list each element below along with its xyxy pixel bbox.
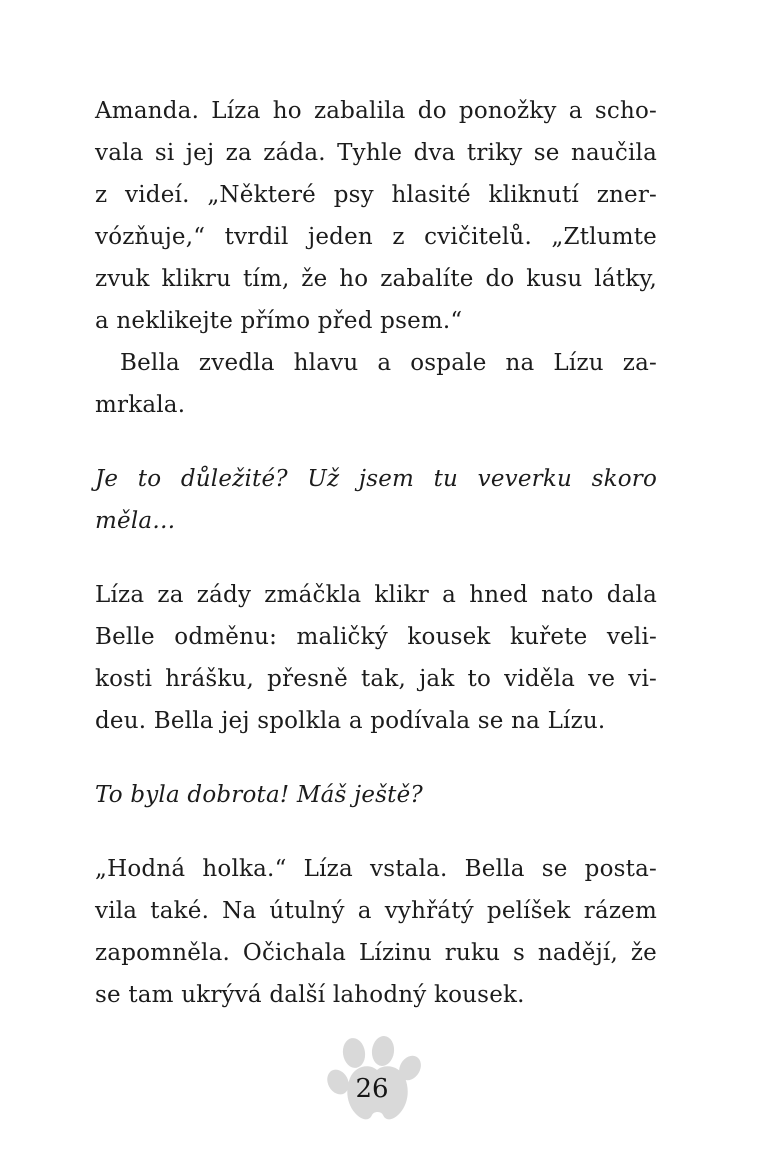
text-line: deu. Bella jej spolkla a podívala se na Lízu. — [95, 708, 606, 734]
text-line: vila také. Na útulný a vyhřátý pelíšek rázem — [95, 898, 657, 924]
text-line: zapomněla. Očichala Lízinu ruku s nadějí, že — [95, 940, 657, 966]
page-text — [95, 90, 657, 1016]
text-line: „Hodná holka.“ Líza vstala. Bella se posta- — [95, 856, 657, 882]
text-line: se tam ukrývá další lahodný kousek. — [95, 982, 525, 1008]
paragraph — [95, 342, 657, 426]
text-line: Amanda. Líza ho zabalila do ponožky a scho- — [95, 98, 657, 124]
text-line: Bella zvedla hlavu a ospale na Lízu za- — [120, 350, 657, 376]
text-line: mrkala. — [95, 392, 186, 418]
text-line: Belle odměnu: maličký kousek kuřete veli- — [95, 624, 657, 650]
paragraph-dog-thought — [95, 774, 657, 816]
text-line: Líza za zády zmáčkla klikr a hned nato dala — [95, 582, 657, 608]
text-line: Je to důležité? Už jsem tu veverku skoro — [95, 466, 657, 492]
page-footer — [327, 1036, 421, 1122]
text-line: měla… — [95, 508, 176, 534]
text-line: zvuk klikru tím, že ho zabalíte do kusu látky, — [95, 266, 657, 292]
text-line: vala si jej za záda. Tyhle dva triky se naučila — [95, 140, 657, 166]
text-line: a neklikejte přímo před psem.“ — [95, 308, 463, 334]
text-line: z videí. „Některé psy hlasité kliknutí zner- — [95, 182, 657, 208]
paragraph — [95, 574, 657, 742]
text-line: vózňuje,“ tvrdil jeden z cvičitelů. „Ztlumte — [95, 224, 657, 250]
text-line: To byla dobrota! Máš ještě? — [95, 782, 423, 808]
page-number: 26 — [355, 1074, 389, 1104]
paragraph — [95, 90, 657, 342]
paragraph-dog-thought — [95, 458, 657, 542]
text-line: kosti hrášku, přesně tak, jak to viděla ve vi- — [95, 666, 657, 692]
paragraph — [95, 848, 657, 1016]
